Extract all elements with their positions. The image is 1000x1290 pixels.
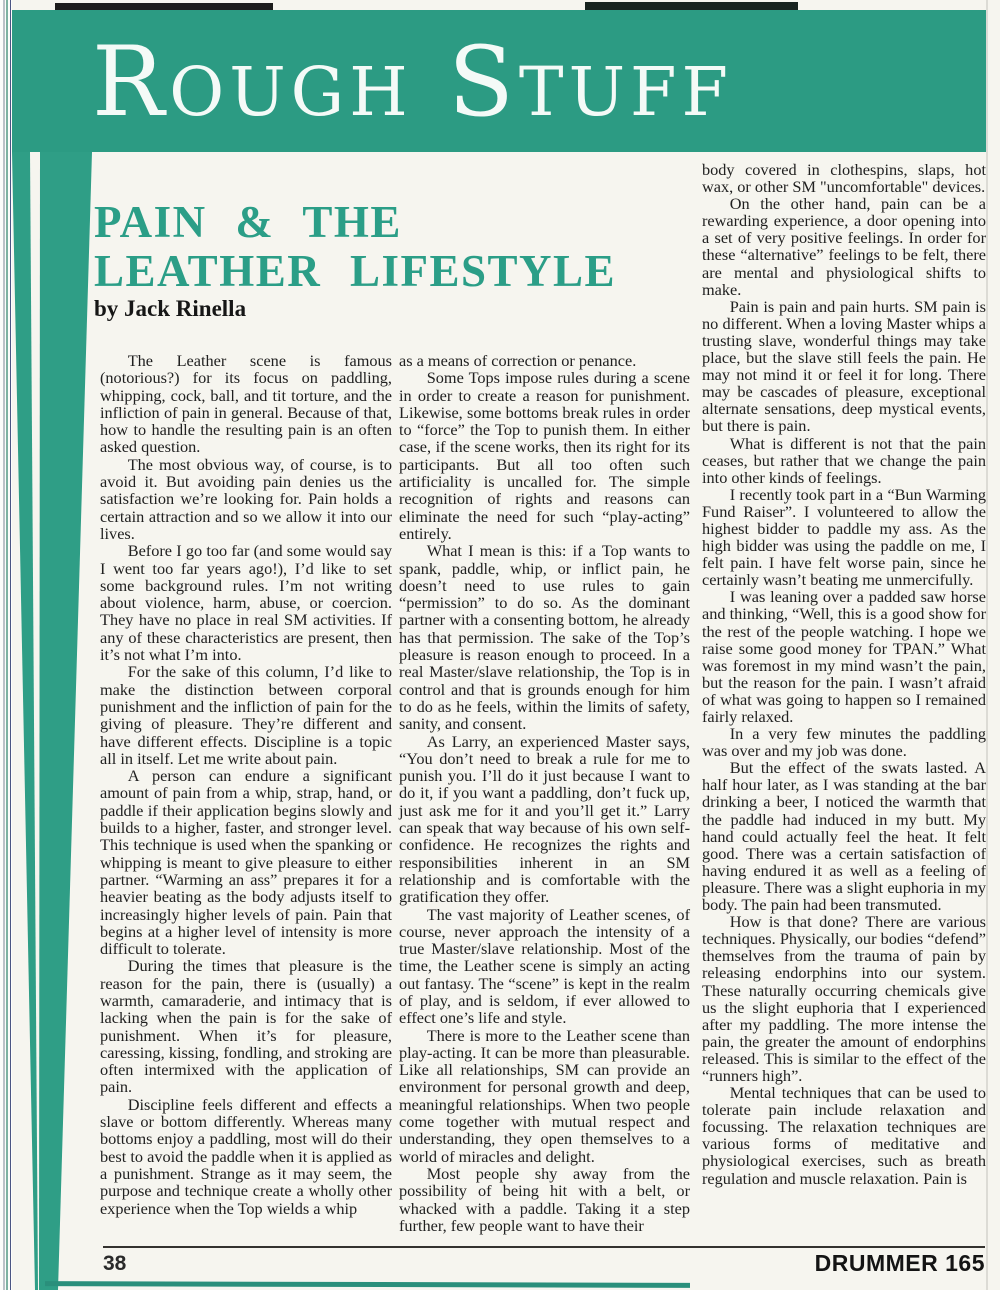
article-paragraph: The most obvious way, of course, is to avoid it. But avoiding pain denies us the satisfaction we’re looking for. Pain holds a certain attraction and so we allow it into our lives. (100, 454, 392, 543)
article-title-line1: PAIN & THE (94, 197, 402, 247)
article-paragraph: On the other hand, pain can be a rewarding experience, a door opening into a set of very positive feelings. In order for these “alternative” feelings to be felt, there are mental and physiological shifts to make. (702, 194, 986, 299)
bottom-page-edge (45, 1281, 690, 1288)
section-masthead: Rough Stuff (92, 26, 734, 138)
article-paragraph: There is more to the Leather scene than play-acting. It can be more than pleasurable. Like all relationships, SM can provide an environment for personal growth and deep, meaningful relationships. When two people come together with mutual respect and understanding, they open themselves to a world of miracles and delight. (399, 1025, 690, 1166)
article-paragraph: For the sake of this column, I’d like to make the distinction between corporal punishment and the infliction of pain for the giving of pleasure. They’re different and have different effects. Discipline is a topic all in itself. Let me write about pain. (100, 662, 392, 768)
article-title (94, 198, 616, 296)
article-paragraph: Discipline feels different and effects a slave or bottom differently. Whereas many bottoms enjoy a paddling, most will do their best to avoid the paddle when it is applied as a punishment. Strange as it may seem, the purpose and technique create a wholly other experience when the Top wields a whip (100, 1094, 392, 1218)
article-paragraph: I was leaning over a padded saw horse and thinking, “Well, this is a good show for the rest of the people watching. I hope we raise some good money for TPAN.” What was foremost in my mind wasn’t the pain, but the reason for the pain. I wasn’t afraid of what was going to happen so I remained fairly relaxed. (702, 587, 986, 726)
footer-rule (103, 1246, 985, 1248)
article-paragraph: Most people shy away from the possibility of being hit with a belt, or whacked with a paddle. Taking it a step further, few people want to have their (399, 1163, 690, 1235)
article-paragraph: The Leather scene is famous (notorious?) for its focus on paddling, whipping, cock, ball, and tit torture, and the infliction of pain in general. Because of that, how to handle the resulting pain is an often asked question. (100, 351, 392, 457)
article-byline: by Jack Rinella (94, 296, 247, 321)
article-paragraph: How is that done? There are various techniques. Physically, our bodies “defend” themselves from the trauma of pain by releasing endorphins into our system. These naturally occurring chemicals give us the slight euphoria that I experienced after my paddling. The more intense the pain, the greater the amount of endorphins released. This is similar to the effect of the “runners high”. (702, 912, 986, 1085)
page-binding-edge (3, 0, 5, 1290)
article-paragraph: A person can endure a significant amount of pain from a whip, strap, hand, or paddle if their application begins slowly and builds to a higher, faster, and stronger level. This technique is used when the spanking or whipping is meant to give pleasure to either partner. “Warming an ass” prepares it for a heavier beating as the body adjusts itself to increasingly higher levels of pain. Pain that begins at a higher level of intensity is more difficult to tolerate. (100, 766, 392, 959)
article-paragraph: What is different is not that the pain ceases, but rather that we change the pain into other kinds of feelings. (702, 433, 986, 487)
article-paragraph: Pain is pain and pain hurts. SM pain is no different. When a loving Master whips a trusting slave, wonderful things may take place, but the slave still feels the pain. He may not mind it or feel it for long. There may be cascades of pleasure, exceptional alternate sensations, deep mystical events, but there is pain. (702, 296, 986, 436)
text-column-3 (702, 161, 986, 1187)
text-column-2 (399, 352, 690, 1234)
article-paragraph: The vast majority of Leather scenes, of course, never approach the intensity of a true Master/slave relationship. Most of the time, the Leather scene is simply an acting out fantasy. The “scene” is kept in the realm of play, and is seldom, if ever allowed to effect one’s life and style. (399, 904, 690, 1028)
right-page-edge (986, 0, 988, 1290)
article-paragraph: In a very few minutes the paddling was over and my job was done. (702, 724, 986, 761)
page-number: 38 (103, 1252, 127, 1275)
article-paragraph: As Larry, an experienced Master says, “You don’t need to break a rule for me to punish you. I’ll do it just because I want to do it, if you want a paddling, don’t fuck up, just ask me for it and you’ll get it.” Larry can speak that way because of his own self-confidence. He recognizes the rights and responsibilities inherent in an SM relationship and is comfortable with the gratification they offer. (399, 731, 690, 907)
article-paragraph: What I mean is this: if a Top wants to spank, paddle, whip, or inflict pain, he doesn’t need to use rules to gain “permission” to do so. As the dominant partner with a consenting bottom, he already has that permission. The sake of the Top’s pleasure is reason enough to proceed. In a real Master/slave relationship, the Top is in control and that is grounds enough for him to do as he feels, within the limits of safety, sanity, and consent. (399, 541, 690, 734)
article-paragraph: Some Tops impose rules during a scene in order to create a reason for punishment. Likewise, some bottoms break rules in order to “force” the Top to punish them. In either case, if the scene works, then its right for its participants. But all too often such artificiality is uncalled for. The simple recognition of rights and reasons can eliminate the need for such “play-acting” entirely. (399, 368, 690, 543)
article-paragraph: as a means of correction or penance. (399, 351, 637, 370)
article-paragraph: Mental techniques that can be used to tolerate pain include relaxation and focussing. The relaxation techniques are various forms of meditative and physiological exercises, such as breath regulation and muscle relaxation. Pain is (702, 1083, 986, 1188)
article-paragraph: body covered in clothespins, slaps, hot wax, or other SM "uncomfortable" devices. (702, 160, 986, 197)
text-column-1 (100, 352, 392, 1217)
article-paragraph: But the effect of the swats lasted. A half hour later, as I was standing at the bar drinking a beer, I noticed the warmth that the paddle had induced in my butt. My hand could actually feel the heat. It felt good. There was a certain satisfaction of having endured it as well as a feeling of pleasure. There was a slight euphoria in my body. The pain had been transmuted. (702, 758, 986, 915)
page-binding-edge (10, 0, 11, 1290)
article-paragraph: During the times that pleasure is the reason for the pain, there is (usually) a warmth, camaraderie, and intimacy that is lacking when the pain is for the sake of punishment. When it’s for pleasure, caressing, kissing, fondling, and stroking are often intermixed with the application of pain. (100, 956, 392, 1097)
magazine-footer-brand: DRUMMER 165 (814, 1250, 985, 1276)
article-paragraph: Before I go too far (and some would say I went too far years ago!), I’d like to set some background rules. I’m not writing about violence, harm, abuse, or coercion. They have no place in real SM activities. If any of these characteristics are present, then it’s not what I’m into. (100, 541, 392, 665)
article-paragraph: I recently took part in a “Bun Warming Fund Raiser”. I volunteered to allow the highest bidder to paddle my ass. As the high bidder was using the paddle on me, I felt pain. I have felt worse pain, since he certainly wasn’t beating me unmercifully. (702, 484, 986, 590)
page-binding-edge (6, 0, 8, 1290)
article-title-line2: LEATHER LIFESTYLE (94, 246, 617, 296)
